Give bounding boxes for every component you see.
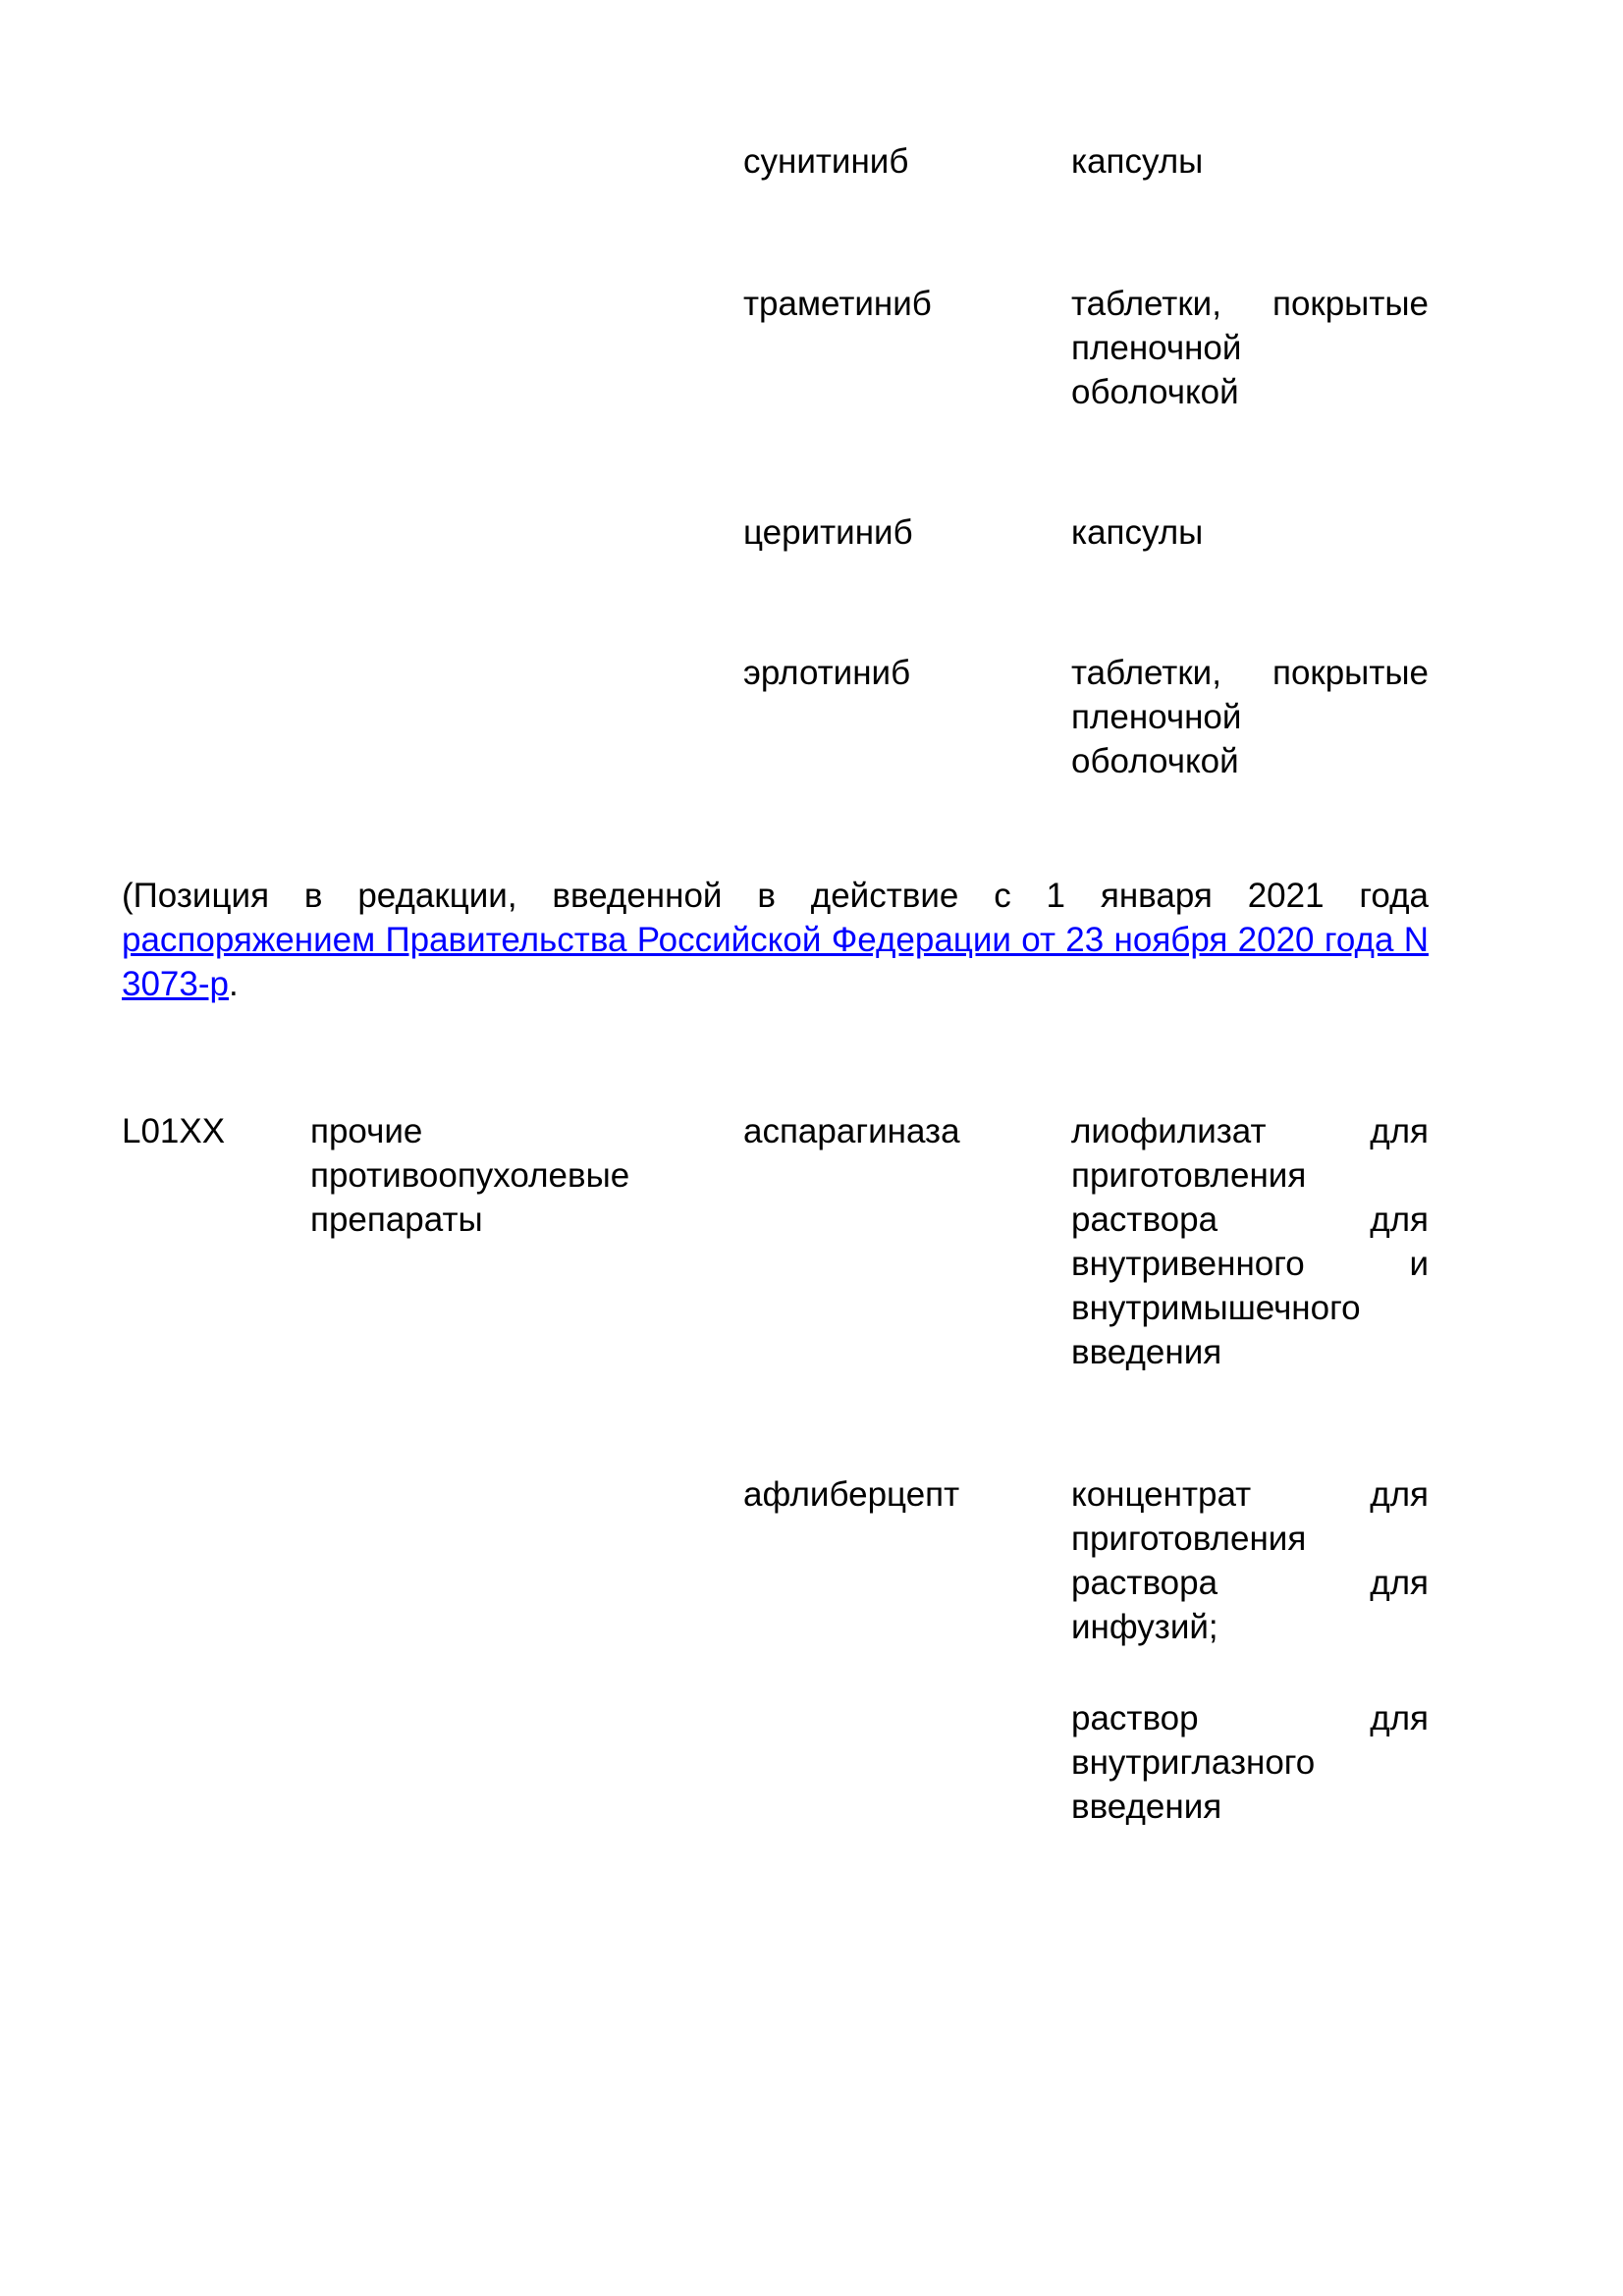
- dosage-form-line: введения: [1071, 1788, 1222, 1826]
- dosage-form-line: таблетки, покрытые: [1071, 654, 1429, 692]
- amendment-note-suffix: .: [228, 965, 239, 1003]
- dosage-form-line: пленочной: [1071, 329, 1242, 367]
- dosage-form-asparaginase: [1071, 1109, 1429, 1374]
- drug-name-asparaginase: аспарагиназа: [743, 1112, 960, 1150]
- dosage-form-line: таблетки, покрытые: [1071, 285, 1429, 323]
- dosage-form-line: раствора для: [1071, 1564, 1429, 1602]
- amendment-note-prefix: (Позиция в редакции, введенной в действие с 1 января 2021 года: [122, 877, 1429, 915]
- dosage-form-erlotinib: [1071, 651, 1429, 783]
- dosage-form-line: приготовления: [1071, 1156, 1307, 1195]
- dosage-form-line: оболочкой: [1071, 742, 1239, 780]
- dosage-form-line: внутривенного и: [1071, 1245, 1429, 1283]
- drug-name-ceritinib: церитиниб: [743, 513, 913, 552]
- atc-group-name-line: препараты: [310, 1201, 483, 1239]
- government-order-link[interactable]: распоряжением Правительства Российской Федерации от 23 ноября 2020 года N 3073-р: [122, 921, 1429, 1003]
- atc-group-name: [310, 1109, 703, 1242]
- atc-code: L01XX: [122, 1112, 226, 1150]
- drug-name-erlotinib: эрлотиниб: [743, 654, 911, 692]
- dosage-form-aflibercept: [1071, 1472, 1429, 1649]
- drug-name-trametinib: траметиниб: [743, 285, 932, 323]
- dosage-form-line: оболочкой: [1071, 373, 1239, 411]
- dosage-form-line: приготовления: [1071, 1520, 1307, 1558]
- dosage-form-line: лиофилизат для: [1071, 1112, 1429, 1150]
- atc-group-name-line: прочие: [310, 1112, 423, 1150]
- drug-name-sunitinib: сунитиниб: [743, 142, 909, 181]
- drug-name-aflibercept: афлиберцепт: [743, 1475, 960, 1514]
- dosage-form-line: раствора для: [1071, 1201, 1429, 1239]
- dosage-form-line: введения: [1071, 1333, 1222, 1371]
- dosage-form-line: внутриглазного: [1071, 1743, 1316, 1782]
- dosage-form-aflibercept-alt: [1071, 1696, 1429, 1829]
- dosage-form-trametinib: [1071, 282, 1429, 414]
- dosage-form-line: капсулы: [1071, 142, 1204, 181]
- dosage-form-ceritinib: [1071, 510, 1429, 555]
- dosage-form-line: внутримышечного: [1071, 1289, 1361, 1327]
- dosage-form-line: пленочной: [1071, 698, 1242, 736]
- dosage-form-line: инфузий;: [1071, 1608, 1218, 1646]
- dosage-form-line: раствор для: [1071, 1699, 1429, 1737]
- amendment-note: [122, 874, 1429, 1006]
- dosage-form-sunitinib: [1071, 139, 1429, 184]
- dosage-form-line: капсулы: [1071, 513, 1204, 552]
- atc-group-name-line: противоопухолевые: [310, 1156, 630, 1195]
- dosage-form-line: концентрат для: [1071, 1475, 1429, 1514]
